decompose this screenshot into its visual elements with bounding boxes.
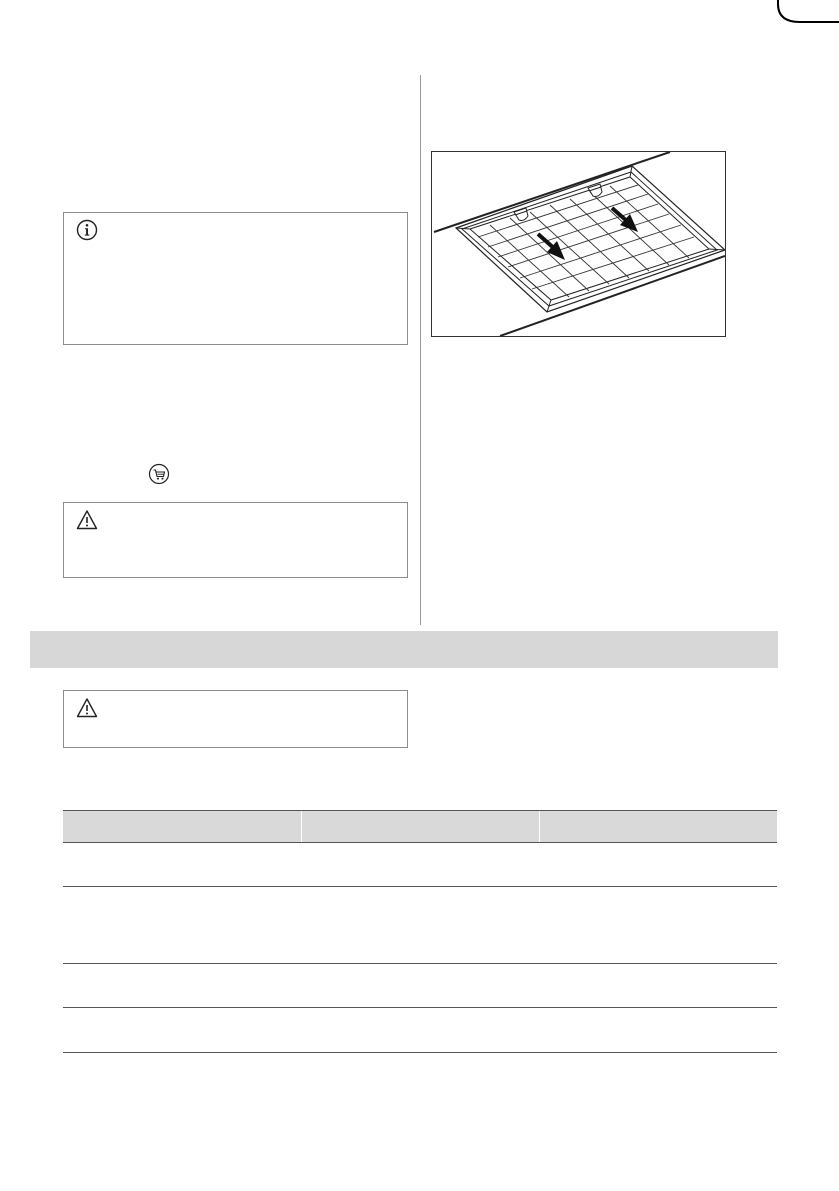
table-header-divider <box>301 811 302 842</box>
table-row <box>63 887 777 964</box>
info-notice-box <box>63 212 408 345</box>
shopping-cart-icon <box>148 463 170 485</box>
table-header-divider <box>539 811 540 842</box>
table-row <box>63 1008 777 1053</box>
warning-triangle-icon <box>76 697 98 719</box>
section-heading-band <box>30 631 778 668</box>
table-row <box>63 964 777 1008</box>
corner-crop-mark <box>0 0 839 60</box>
grease-filter-illustration <box>431 151 726 337</box>
warning-notice-box <box>63 690 408 748</box>
filter-removal-diagram <box>432 152 725 336</box>
table-row <box>63 843 777 887</box>
warning-triangle-icon <box>76 509 98 531</box>
warning-notice-box <box>63 502 408 578</box>
troubleshooting-table <box>63 810 777 1053</box>
info-icon <box>76 219 98 241</box>
column-divider <box>420 75 421 625</box>
table-header-row <box>63 810 777 843</box>
